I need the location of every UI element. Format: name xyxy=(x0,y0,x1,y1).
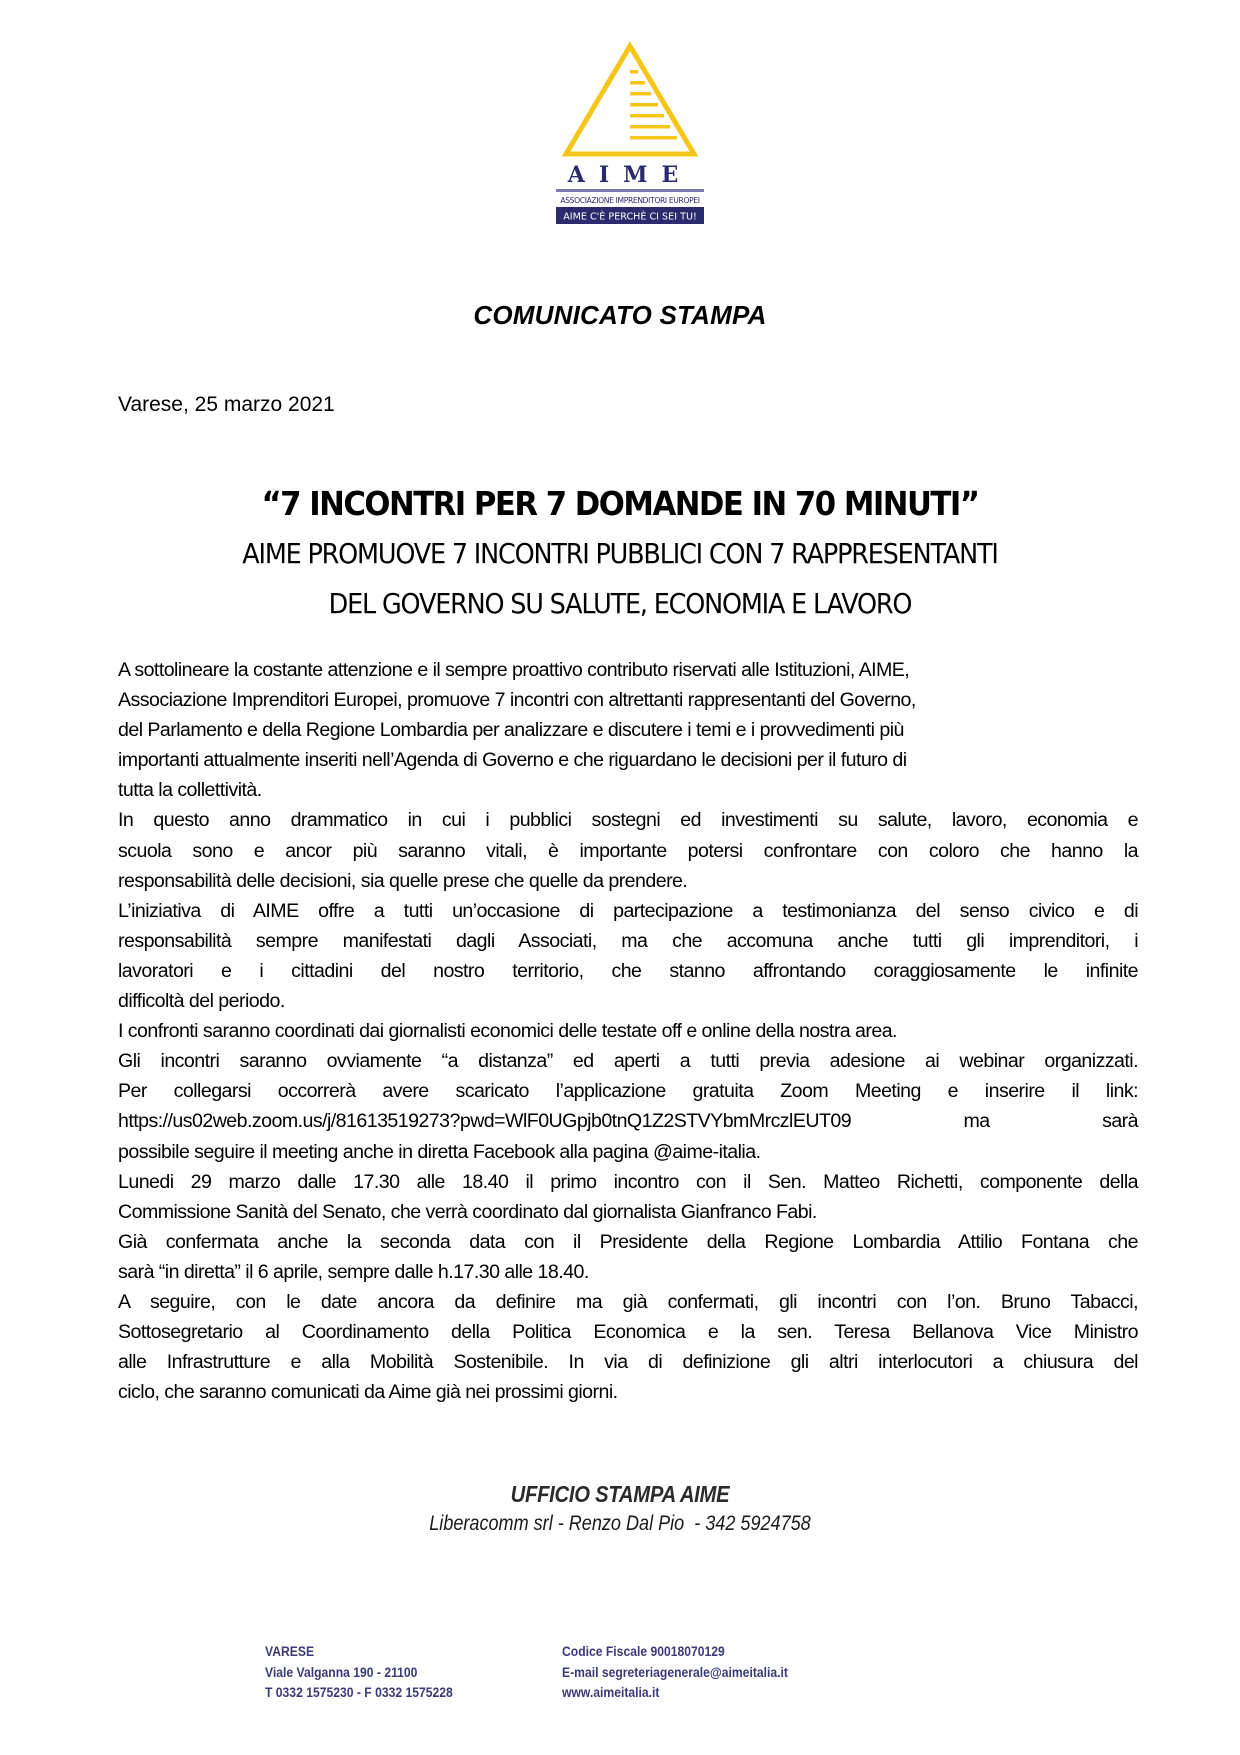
logo-rule xyxy=(556,189,704,192)
body-line: In questo anno drammatico in cui i pubblici sostegni ed investimenti su salute, lavoro, economia e xyxy=(118,809,1138,832)
headline: “7 INCONTRI PER 7 DOMANDE IN 70 MINUTI” xyxy=(261,484,979,523)
body-line: Commissione Sanità del Senato, che verrà coordinato dal giornalista Gianfranco Fabi. xyxy=(118,1200,817,1223)
body-line: responsabilità sempre manifestati dagli Associati, ma che accomuna anche tutti gli imprenditori, i xyxy=(118,929,1138,952)
footer-address xyxy=(265,1642,453,1704)
aime-logo-graphic xyxy=(548,40,712,230)
press-release-body xyxy=(118,655,1138,1407)
dateline: Varese, 25 marzo 2021 xyxy=(118,393,335,416)
body-line: alle Infrastrutture e alla Mobilità Sostenibile. In via di definizione gli altri interlocutori a chiusura del xyxy=(118,1351,1138,1374)
body-line: I confronti saranno coordinati dai giornalisti economici delle testate off e online della nostra area. xyxy=(118,1020,897,1043)
document-type-heading: COMUNICATO STAMPA xyxy=(473,300,767,330)
body-line: L’iniziativa di AIME offre a tutti un’occasione di partecipazione a testimonianza del senso civico e di xyxy=(118,899,1138,922)
body-line: A sottolineare la costante attenzione e il sempre proattivo contributo riservati alle Istituzioni, AIME, xyxy=(118,659,910,681)
meeting-link-line[interactable]: https://us02web.zoom.us/j/81613519273?pwd=WlF0UGpjb0tnQ1Z2STVYbmMrczlEUT09 ma sarà xyxy=(118,1110,1138,1133)
footer-website[interactable]: www.aimeitalia.it xyxy=(562,1685,660,1700)
logo-slogan: AIME C'È PERCHÈ CI SEI TU! xyxy=(563,211,697,223)
body-line: Per collegarsi occorrerà avere scaricato l’applicazione gratuita Zoom Meeting e inserire il link: xyxy=(118,1080,1138,1103)
body-line: Associazione Imprenditori Europei, promuove 7 incontri con altrettanti rappresentanti del Governo, xyxy=(118,689,916,712)
footer-city: VARESE xyxy=(265,1644,315,1659)
footer-contacts xyxy=(562,1642,788,1704)
body-line: lavoratori e i cittadini del nostro territorio, che stanno affrontando coraggiosamente le infinite xyxy=(118,959,1138,982)
logo-wordmark: AIME xyxy=(567,162,693,188)
body-line: sarà “in diretta” il 6 aprile, sempre dalle h.17.30 alle 18.40. xyxy=(118,1260,589,1283)
press-office-heading: UFFICIO STAMPA AIME xyxy=(510,1481,730,1507)
body-line: Già confermata anche la seconda data con il Presidente della Regione Lombardia Attilio Fontana che xyxy=(118,1230,1138,1253)
subtitle-line: DEL GOVERNO SU SALUTE, ECONOMIA E LAVORO xyxy=(328,587,912,620)
body-line: Gli incontri saranno ovviamente “a distanza” ed aperti a tutti previa adesione ai webinar organizzati. xyxy=(118,1050,1138,1073)
body-line: del Parlamento e della Regione Lombardia per analizzare e discutere i temi e i provvedimenti più xyxy=(118,719,904,742)
logo-stripes-icon xyxy=(630,70,677,140)
body-line: ciclo, che saranno comunicati da Aime già nei prossimi giorni. xyxy=(118,1381,618,1404)
body-line: tutta la collettività. xyxy=(118,779,262,802)
logo-tagline: ASSOCIAZIONE IMPRENDITORI EUROPEI xyxy=(560,196,700,205)
body-line: scuola sono e ancor più saranno vitali, è importante potersi confrontare con coloro che hanno la xyxy=(118,839,1138,862)
body-line: difficoltà del periodo. xyxy=(118,990,285,1013)
body-line: responsabilità delle decisioni, sia quelle prese che quelle da prendere. xyxy=(118,869,688,892)
body-line: possibile seguire il meeting anche in diretta Facebook alla pagina @aime-italia. xyxy=(118,1140,761,1163)
footer-phone-fax: T 0332 1575230 - F 0332 1575228 xyxy=(265,1685,453,1700)
aime-logo xyxy=(548,40,712,230)
body-line: Sottosegretario al Coordinamento della Politica Economica e la sen. Teresa Bellanova Vice Ministro xyxy=(118,1321,1138,1344)
footer-tax-code: Codice Fiscale 90018070129 xyxy=(562,1644,725,1659)
body-line: Lunedi 29 marzo dalle 17.30 alle 18.40 il primo incontro con il Sen. Matteo Richetti, componente della xyxy=(118,1170,1138,1193)
subtitle-line: AIME PROMUOVE 7 INCONTRI PUBBLICI CON 7 RAPPRESENTANTI xyxy=(242,537,998,570)
body-line: importanti attualmente inseriti nell’Agenda di Governo e che riguardano le decisioni per il futuro di xyxy=(118,749,907,772)
footer-email[interactable]: E-mail segreteriagenerale@aimeitalia.it xyxy=(562,1664,788,1680)
footer-street: Viale Valganna 190 - 21100 xyxy=(265,1664,418,1680)
body-line: A seguire, con le date ancora da definire ma già confermati, gli incontri con l’on. Bruno Tabacci, xyxy=(118,1290,1138,1313)
press-contact: Liberacomm srl - Renzo Dal Pio - 342 5924758 xyxy=(429,1512,811,1535)
